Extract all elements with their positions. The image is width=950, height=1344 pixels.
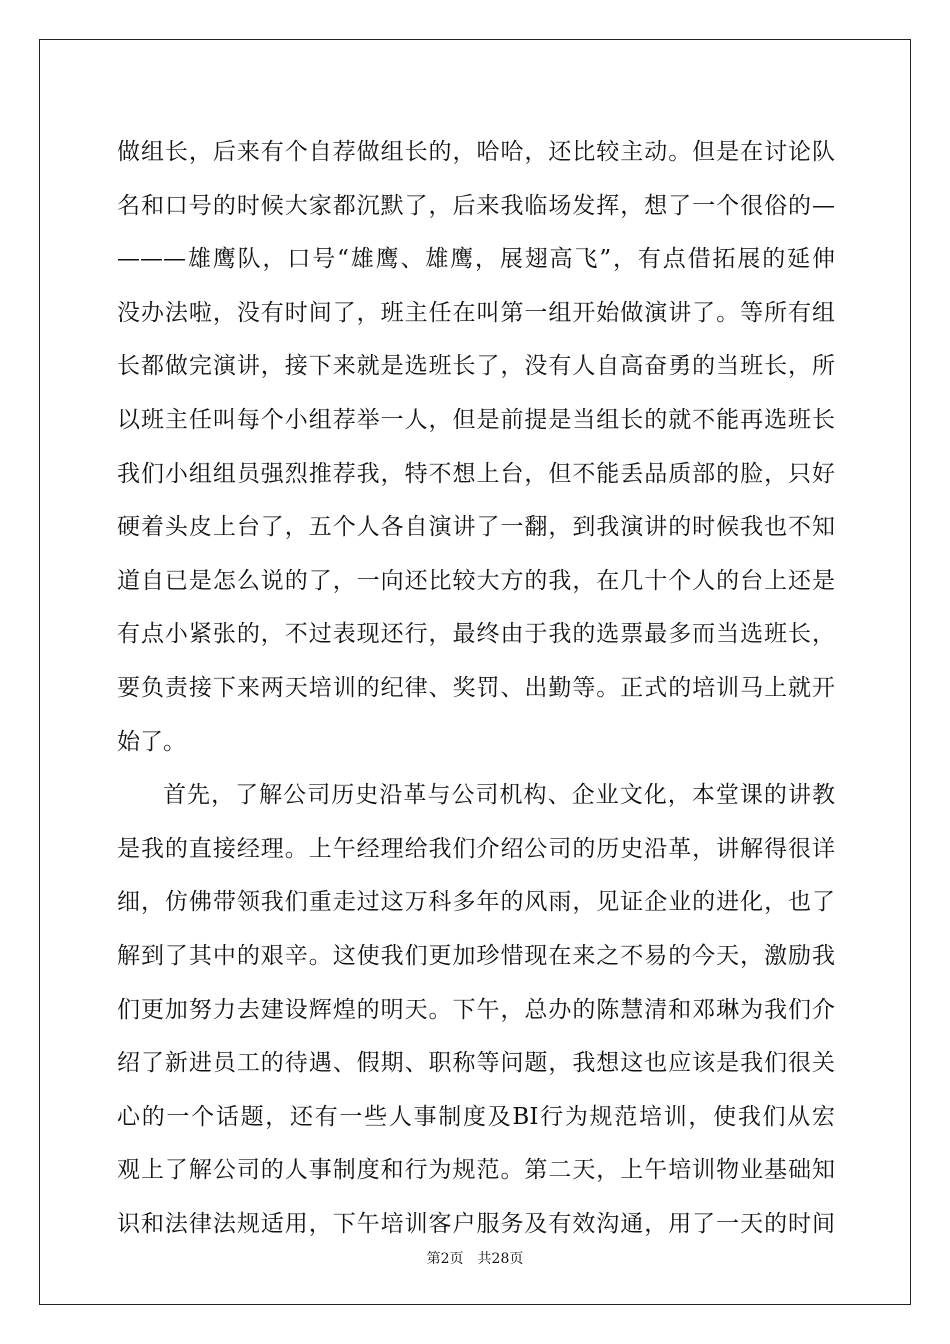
text-line: 识和法律法规适用，下午培训客户服务及有效沟通，用了一天的时间 (117, 1210, 835, 1237)
text-line: 心的一个话题，还有一些人事制度及BI行为规范培训，使我们从宏 (117, 1103, 835, 1130)
page-number: 第2页 (426, 1251, 464, 1267)
text-line: 始了。 (117, 728, 186, 755)
text-line: 解到了其中的艰辛。这使我们更加珍惜现在来之不易的今天，激励我 (117, 942, 835, 969)
page-footer (0, 1248, 950, 1268)
text-line: 道自已是怎么说的了，一向还比较大方的我，在几十个人的台上还是 (117, 567, 835, 594)
text-line: 有点小紧张的，不过表现还行，最终由于我的选票最多而当选班长， (117, 621, 835, 648)
text-line: 细，仿佛带领我们重走过这万科多年的风雨，见证企业的进化，也了 (117, 889, 835, 916)
page-total: 共28页 (477, 1251, 524, 1267)
text-line: 硬着头皮上台了，五个人各自演讲了一翻，到我演讲的时候我也不知 (117, 514, 835, 541)
text-line: 长都做完演讲，接下来就是选班长了，没有人自高奋勇的当班长，所 (117, 353, 835, 380)
text-line: 们更加努力去建设辉煌的明天。下午，总办的陈慧清和邓琳为我们介 (117, 996, 835, 1023)
text-line: 要负责接下来两天培训的纪律、奖罚、出勤等。正式的培训马上就开 (117, 674, 835, 701)
paragraph-first-line: 首先，了解公司历史沿革与公司机构、企业文化，本堂课的讲教 (163, 782, 835, 809)
document-body (117, 126, 835, 1251)
text-line: 绍了新进员工的待遇、假期、职称等问题，我想这也应该是我们很关 (117, 1050, 835, 1077)
text-line: ———雄鹰队，口号“雄鹰、雄鹰，展翅高飞”，有点借拓展的延伸 (117, 246, 835, 273)
text-line: 观上了解公司的人事制度和行为规范。第二天，上午培训物业基础知 (117, 1157, 835, 1184)
text-line: 做组长，后来有个自荐做组长的，哈哈，还比较主动。但是在讨论队 (117, 139, 835, 165)
text-line: 我们小组组员强烈推荐我，特不想上台，但不能丢品质部的脸，只好 (117, 460, 835, 487)
text-line: 以班主任叫每个小组荐举一人，但是前提是当组长的就不能再选班长 (117, 406, 835, 433)
text-line: 名和口号的时候大家都沉默了，后来我临场发挥，想了一个很俗的— (117, 192, 835, 219)
text-line: 是我的直接经理。上午经理给我们介绍公司的历史沿革，讲解得很详 (117, 835, 835, 862)
text-line: 没办法啦，没有时间了，班主任在叫第一组开始做演讲了。等所有组 (117, 299, 835, 326)
